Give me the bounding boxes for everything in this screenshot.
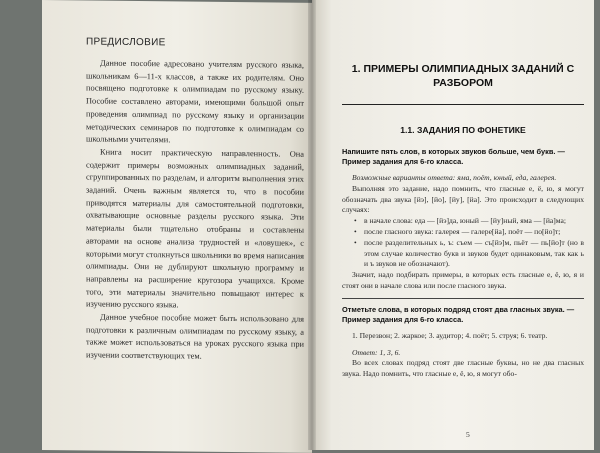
open-book xyxy=(42,0,594,450)
variants-label: Возможные варианты ответа: xyxy=(352,173,456,182)
book-spine xyxy=(308,0,316,450)
chapter-rule xyxy=(342,104,584,105)
bullet-list xyxy=(342,216,584,270)
task-2: Отметьте слова, в которых подряд стоят два гласных звука. — Пример задания для 6-го класса. xyxy=(342,304,575,324)
explanation-2: Значит, надо подбирать примеры, в которых есть гласные е, ё, ю, я и стоят они в начале слова или после гласного звука. xyxy=(342,270,584,290)
bullet-item: • после разделительных ь, ъ: съем — съ[йэ]м, пьёт — пь[йо]т (но в этом случае количество букв и звуков будет одинаковым, так как ь и ъ звуков не обозначают). xyxy=(364,238,584,270)
preface-title: ПРЕДИСЛОВИЕ xyxy=(86,36,166,49)
task-2-options: 1. Перезвон; 2. жаркое; 3. аудитор; 4. поёт; 5. струя; 6. театр. xyxy=(352,330,548,340)
left-page xyxy=(42,0,312,453)
section-title: 1.1. ЗАДАНИЯ ПО ФОНЕТИКЕ xyxy=(400,125,526,135)
right-page xyxy=(312,0,594,450)
task-1: Напишите пять слов, в которых звуков больше, чем букв. — Пример задания для 6-го класса. xyxy=(342,147,565,166)
preface-paragraph-3: Данное учебное пособие может быть использовано для подготовки к различным олимпиадам по русскому языку, а также может использоваться на уроках русского языка при изучении соответствующих тем. xyxy=(86,312,304,361)
separator-rule xyxy=(342,298,584,299)
explanation-3: Во всех словах подряд стоят две гласные буквы, но не два гласных звука. Надо помнить, что гласные е, ё, ю, я могут обо- xyxy=(342,358,584,379)
answer: Ответ: 1, 3, 6. xyxy=(352,347,401,357)
bullet-item: • после гласного звука: галерея — галере[йа], поёт — по[йо]т; xyxy=(364,227,584,238)
explanation-1: Выполняя это задание, надо помнить, что гласные е, ё, ю, я могут обозначать два звука [йэ], [йо], [йу], [йа]. Это происходит в следующих случаях: xyxy=(342,183,584,215)
bullet-item: • в начале слова: еда — [йэ]да, юный — [йу]ный, яма — [йа]ма; xyxy=(364,216,584,227)
preface-paragraph-1: Данное пособие адресовано учителям русского языка, школьникам 6—11-х классов, а также их родителям. Оно посвящено подготовке к олимпиадам по русскому языку. Пособие составлено авторами, имеющими большой опыт проведения олимпиад по русскому языку и организации методических семинаров по подготовке к олимпиадам со школьными учителями. xyxy=(86,58,304,145)
preface-paragraph-2: Книга носит практическую направленность. Она содержит примеры возможных олимпиадных заданий, сгруппированных по разделам, и алгоритм выполнения этих заданий. Очень важным является то, что в пособии приводятся материалы для самостоятельной подготовки, охватывающие основные разделы русского языка. Эти материалы были тщательно отобраны и составлены авторами на основе анализа трудностей и «ловушек», с которыми могут столкнуться школьники во время написания олимпиады. Они не дублируют школьную программу и направлены на расширение кругозора учащихся. Кроме того, эти материалы значительно повышают интерес к изучению русского языка. xyxy=(86,147,304,310)
variants-text: яма, поёт, юный, еда, галерея. xyxy=(457,173,557,182)
variants xyxy=(342,173,584,184)
page-number: 5 xyxy=(466,430,470,439)
chapter-title: 1. ПРИМЕРЫ ОЛИМПИАДНЫХ ЗАДАНИЙ С РАЗБОРОМ xyxy=(351,63,575,89)
